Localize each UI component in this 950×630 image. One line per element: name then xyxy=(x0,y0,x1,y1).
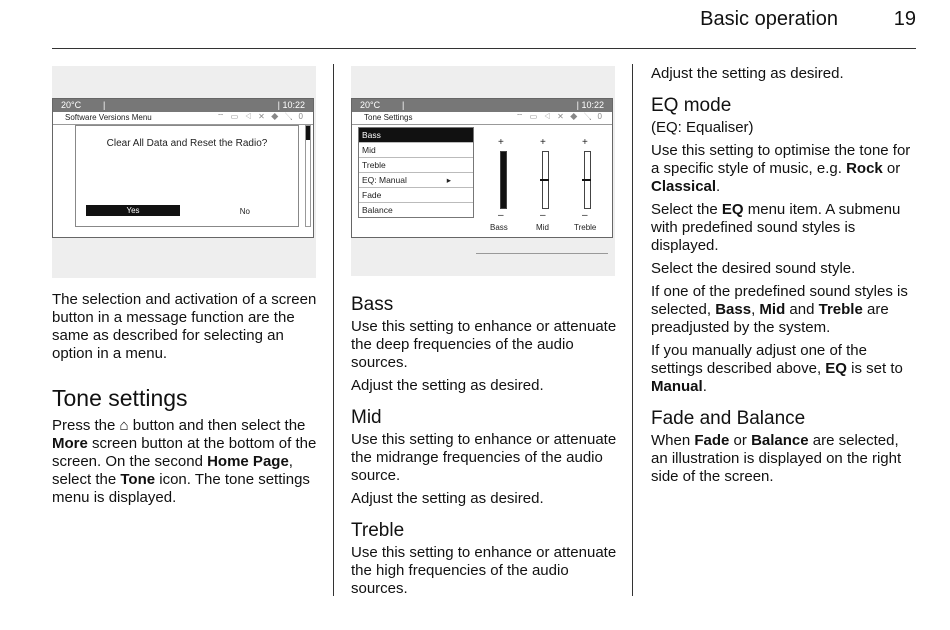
scroll-thumb[interactable] xyxy=(306,126,310,140)
tone-item-label: Treble xyxy=(362,160,386,170)
plus-icon: + xyxy=(498,137,504,148)
tone-item-eq[interactable] xyxy=(359,173,473,188)
column-3 xyxy=(651,65,919,491)
tone-item-bass[interactable] xyxy=(359,128,473,143)
heading-treble: Treble xyxy=(351,520,405,541)
eq-paragraph-5 xyxy=(651,342,919,396)
text-run: , select the xyxy=(52,453,293,488)
text-run: or xyxy=(882,160,901,177)
tone-settings-paragraph xyxy=(52,417,318,507)
no-button[interactable]: No xyxy=(239,207,250,216)
section-heading-tone-settings: Tone settings xyxy=(52,385,188,411)
heading-mid: Mid xyxy=(351,407,382,428)
submenu-arrow-icon: ▸ xyxy=(446,175,451,185)
minus-icon: – xyxy=(498,210,504,221)
eq-label-bass: Bass xyxy=(490,223,508,232)
eq-term: EQ xyxy=(721,201,744,218)
screen-tone xyxy=(351,98,613,238)
menu-title: Software Versions Menu xyxy=(65,113,152,122)
text-run: If one of the predefined sound styles is selected, xyxy=(651,283,908,318)
text-run: button and then select the xyxy=(128,417,306,434)
eq-paragraph-2 xyxy=(651,201,919,255)
heading-fade-balance: Fade and Balance xyxy=(651,408,806,429)
text-run: menu item. A submenu with predefined sound styles is displayed. xyxy=(651,201,901,254)
status-separator: | xyxy=(103,100,106,110)
slider-fill xyxy=(501,152,506,208)
column-1 xyxy=(52,291,318,512)
plus-icon: + xyxy=(582,137,588,148)
classical-term: Classical xyxy=(651,178,717,195)
text-run: Press the xyxy=(52,417,120,434)
header-rule xyxy=(52,48,916,49)
text-run: When xyxy=(651,432,695,449)
screen-reset xyxy=(52,98,314,238)
heading-eq-mode: EQ mode xyxy=(651,95,732,116)
minus-icon: – xyxy=(582,210,588,221)
page-number: 19 xyxy=(893,8,916,30)
text-run: icon. The tone settings menu is displayed. xyxy=(52,471,310,506)
temperature: 20°C xyxy=(61,100,82,110)
text-run: Select the xyxy=(651,201,722,218)
text-run: are preadjusted by the system. xyxy=(651,301,889,336)
column-divider-2 xyxy=(632,64,633,596)
tone-item-label: EQ: Manual xyxy=(362,175,407,185)
treble-term: Treble xyxy=(818,301,863,318)
text-run: , xyxy=(751,301,760,318)
home-icon: ⌂ xyxy=(119,417,129,434)
eq-term: EQ xyxy=(825,360,847,377)
text-run: are selected, an illustration is displayed on the right side of the screen. xyxy=(651,432,902,485)
slider-track[interactable] xyxy=(500,151,507,209)
eq-label-mid: Mid xyxy=(536,223,549,232)
status-icons: ⌔ ▭ ◁ ✕ ◆ ↘ 0 xyxy=(216,112,305,121)
scrollbar[interactable] xyxy=(305,125,311,227)
mid-paragraph-2: Adjust the setting as desired. xyxy=(351,490,544,507)
minus-icon: – xyxy=(540,210,546,221)
eq-slider-treble[interactable] xyxy=(572,137,602,221)
slider-track[interactable] xyxy=(542,151,549,209)
balance-term: Balance xyxy=(751,432,809,449)
column-2 xyxy=(351,282,619,603)
eq-slider-bass[interactable] xyxy=(488,137,518,221)
tone-item-mid[interactable] xyxy=(359,143,473,158)
rock-term: Rock xyxy=(846,160,883,177)
yes-button[interactable]: Yes xyxy=(86,205,180,216)
eq-label-treble: Treble xyxy=(574,223,597,232)
adjust-paragraph: Adjust the setting as desired. xyxy=(651,65,844,82)
status-separator: | xyxy=(402,100,405,110)
tone-item-fade[interactable] xyxy=(359,188,473,203)
menu-title: Tone Settings xyxy=(364,113,413,122)
tone-item-balance[interactable] xyxy=(359,203,473,217)
bass-paragraph-2: Adjust the setting as desired. xyxy=(351,377,544,394)
more-term: More xyxy=(52,435,88,452)
intro-paragraph: The selection and activation of a screen button in a message function are the same as described for selecting an option in a menu. xyxy=(52,291,317,362)
text-run: . xyxy=(716,178,721,195)
slider-track[interactable] xyxy=(584,151,591,209)
figure-reset-dialog xyxy=(52,66,316,278)
mid-term: Mid xyxy=(759,301,786,318)
dialog-question: Clear All Data and Reset the Radio? xyxy=(106,138,268,149)
home-page-term: Home Page xyxy=(207,453,289,470)
fade-paragraph xyxy=(651,432,919,486)
eq-paragraph-3: Select the desired sound style. xyxy=(651,260,856,277)
temperature: 20°C xyxy=(360,100,381,110)
clock: | 10:22 xyxy=(277,100,305,110)
tone-item-treble[interactable] xyxy=(359,158,473,173)
tone-menu-list xyxy=(358,127,474,218)
fade-term: Fade xyxy=(694,432,730,449)
eq-subtitle: (EQ: Equaliser) xyxy=(651,119,754,136)
heading-bass: Bass xyxy=(351,294,394,315)
manual-term: Manual xyxy=(651,378,703,395)
text-run: and xyxy=(785,301,819,318)
tone-item-label: Mid xyxy=(362,145,376,155)
tone-item-label: Balance xyxy=(362,205,393,215)
bass-paragraph-1: Use this setting to enhance or attenuate the deep frequencies of the audio sources. xyxy=(351,318,617,371)
text-run: If you manually adjust one of the settings described above, xyxy=(651,342,867,377)
eq-paragraph-4 xyxy=(651,283,919,337)
column-divider-1 xyxy=(333,64,334,596)
text-run: or xyxy=(729,432,752,449)
clock: | 10:22 xyxy=(576,100,604,110)
figure-tone-settings xyxy=(351,66,615,276)
eq-divider xyxy=(476,253,608,254)
running-header-title: Basic operation xyxy=(700,8,838,30)
mid-paragraph-1: Use this setting to enhance or attenuate the midrange frequencies of the audio source. xyxy=(351,431,617,484)
treble-paragraph: Use this setting to enhance or attenuate the high frequencies of the audio sources. xyxy=(351,544,617,597)
text-run: . xyxy=(702,378,707,395)
tone-item-label: Bass xyxy=(362,130,381,140)
text-run: screen button at the bottom of the screen. On the second xyxy=(52,435,317,470)
tone-item-label: Fade xyxy=(362,190,382,200)
slider-knob[interactable] xyxy=(540,179,549,181)
tone-term: Tone xyxy=(120,471,156,488)
reset-dialog xyxy=(75,125,299,227)
text-run: Use this setting to optimise the tone for a specific style of music, e.g. xyxy=(651,142,911,177)
menu-title-bar xyxy=(352,112,612,125)
eq-slider-mid[interactable] xyxy=(530,137,560,221)
status-bar xyxy=(352,99,612,112)
bass-term: Bass xyxy=(715,301,752,318)
eq-paragraph-1 xyxy=(651,142,919,196)
status-bar xyxy=(53,99,313,112)
slider-knob[interactable] xyxy=(582,179,591,181)
plus-icon: + xyxy=(540,137,546,148)
menu-title-bar xyxy=(53,112,313,125)
text-run: is set to xyxy=(846,360,903,377)
status-icons: ⌔ ▭ ◁ ✕ ◆ ↘ 0 xyxy=(515,112,604,121)
